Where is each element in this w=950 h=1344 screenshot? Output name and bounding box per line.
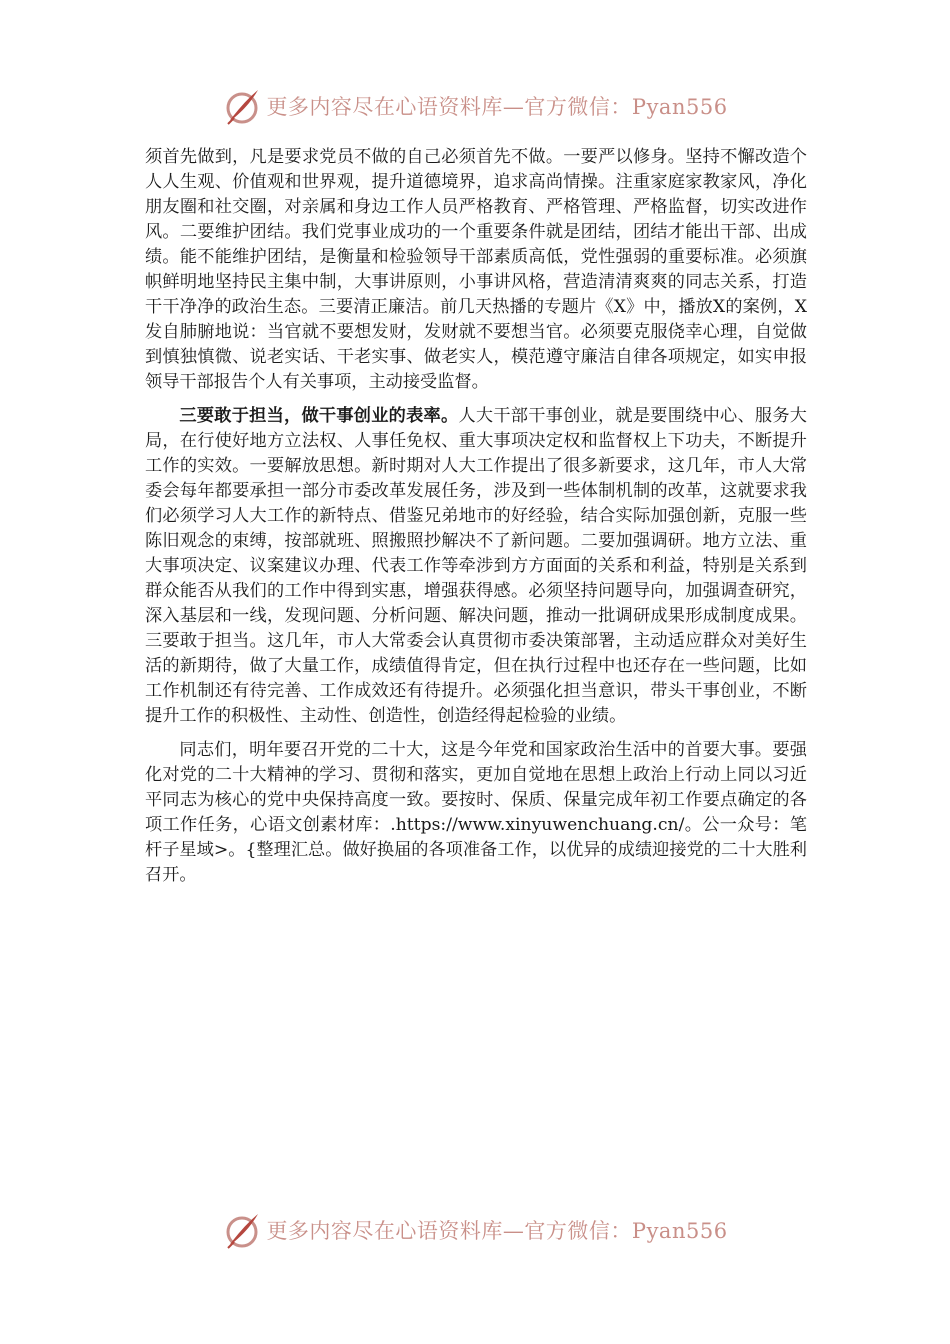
paragraph-closing: 同志们，明年要召开党的二十大，这是今年党和国家政治生活中的首要大事。要强化对党的二十大精神的学习、贯彻和落实，更加自觉地在思想上政治上行动上同以习近平同志为核心的党中央保持高度一致。要按时、保质、保量完成年初工作要点确定的各项工作任务，心语文创素材库：.https://www.xinyuwenchuang.cn/。公一众号：笔杆子星域>。{整理汇总。做好换届的各项准备工作，以优异的成绩迎接党的二十大胜利召开。 bbox=[145, 740, 807, 885]
header-banner bbox=[0, 84, 950, 128]
section-heading: 三要敢于担当，做干事创业的表率。 bbox=[179, 406, 459, 426]
quill-pen-logo-icon bbox=[222, 1210, 262, 1250]
section-body: 人大干部干事创业，就是要围绕中心、服务大局，在行使好地方立法权、人事任免权、重大事项决定权和监督权上下功夫，不断提升工作的实效。一要解放思想。新时期对人大工作提出了很多新要求，这几年，市人大常委会每年都要承担一部分市委改革发展任务，涉及到一些体制机制的改革，这就要求我们必须学习人大工作的新特点、借鉴兄弟地市的好经验，结合实际加强创新，克服一些陈旧观念的束缚，按部就班、照搬照抄解决不了新问题。二要加强调研。地方立法、重大事项决定、议案建议办理、代表工作等牵涉到方方面面的关系和利益，特别是关系到群众能否从我们的工作中得到实惠，增强获得感。必须坚持问题导向，加强调查研究，深入基层和一线，发现问题、分析问题、解决问题，推动一批调研成果形成制度成果。三要敢于担当。这几年，市人大常委会认真贯彻市委决策部署，主动适应群众对美好生活的新期待，做了大量工作，成绩值得肯定，但在执行过程中也还存在一些问题，比如工作机制还有待完善、工作成效还有待提升。必须强化担当意识，带头干事创业，不断提升工作的积极性、主动性、创造性，创造经得起检验的业绩。 bbox=[145, 406, 807, 726]
banner-text: 更多内容尽在心语资料库—官方微信：Pyan556 bbox=[266, 1219, 728, 1243]
quill-pen-logo-icon bbox=[222, 86, 262, 126]
paragraph-section-three bbox=[145, 404, 807, 729]
footer-banner bbox=[0, 1208, 950, 1252]
banner-text: 更多内容尽在心语资料库—官方微信：Pyan556 bbox=[266, 95, 728, 119]
paragraph-continued: 须首先做到，凡是要求党员不做的自己必须首先不做。一要严以修身。坚持不懈改造个人人生观、价值观和世界观，提升道德境界，追求高尚情操。注重家庭家教家风，净化朋友圈和社交圈，对亲属和身边工作人员严格教育、严格管理、严格监督，切实改进作风。二要维护团结。我们党事业成功的一个重要条件就是团结，团结才能出干部、出成绩。能不能维护团结，是衡量和检验领导干部素质高低，党性强弱的重要标准。必须旗帜鲜明地坚持民主集中制，大事讲原则，小事讲风格，营造清清爽爽的同志关系，打造干干净净的政治生态。三要清正廉洁。前几天热播的专题片《X》中，播放X的案例，X发自肺腑地说：当官就不要想发财，发财就不要想当官。必须要克服侥幸心理，自觉做到慎独慎微、说老实话、干老实事、做老实人，模范遵守廉洁自律各项规定，如实申报领导干部报告个人有关事项，主动接受监督。 bbox=[145, 147, 807, 392]
document-body bbox=[145, 145, 807, 897]
